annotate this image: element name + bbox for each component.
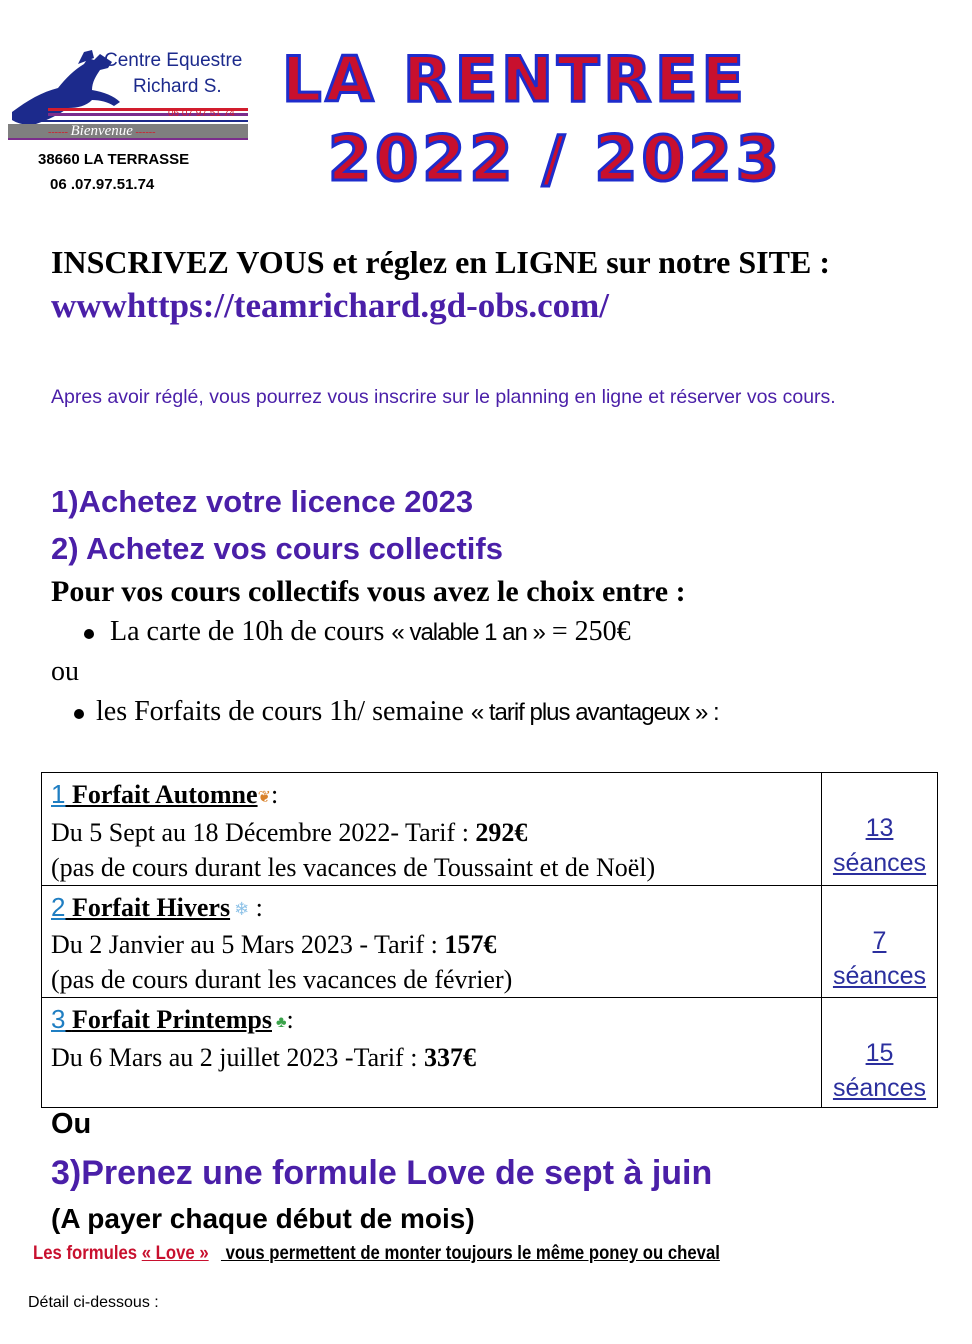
forfait-2-sessions[interactable]: 7 séances [822,885,938,998]
tree-icon: ♣ [275,1013,287,1031]
logo-welcome-text: Bienvenue [70,123,133,139]
option-card-10h-text: La carte de 10h de cours [110,616,392,647]
forfait-3-number[interactable]: 3 [51,1004,66,1035]
title-line2: 2022 / 2023 [328,122,783,195]
forfait-3-price: 337€ [423,1042,476,1072]
bullet-icon [74,709,84,719]
signup-heading: INSCRIVEZ VOUS et réglez en LIGNE sur notre SITE : [51,244,830,280]
bullet-icon [84,629,94,639]
forfait-1-price: 292€ [475,817,528,847]
forfait-1-number[interactable]: 1 [51,779,66,809]
forfait-1-details [42,773,822,886]
forfait-2-dates: Du 2 Janvier au 5 Mars 2023 - Tarif : 157€ [51,930,497,960]
forfait-1-name: Forfait Automne [71,780,258,809]
title-line1: LA RENTREE [282,43,748,116]
forfait-3-details [42,998,822,1108]
detail-below: Détail ci-dessous : [28,1294,159,1311]
forfait-2-price: 157€ [444,930,497,960]
or-separator: ou [51,656,79,687]
site-url-link[interactable]: wwwhttps://teamrichard.gd-obs.com/ [51,286,610,325]
address-phone: 06 .07.97.51.74 [50,176,155,193]
forfait-3-name: Forfait Printemps [71,1005,272,1035]
forfait-1-dates: Du 5 Sept au 18 Décembre 2022- Tarif : 292€ [51,817,528,847]
love-formula-name: « Love » [141,1243,209,1264]
forfait-2-note: (pas de cours durant les vacances de février) [51,965,513,995]
forfait-2-number[interactable]: 2 [51,891,66,922]
love-formula-description: vous permettent de monter toujours le même poney ou cheval [220,1243,720,1264]
forfait-1-note: (pas de cours durant les vacances de Toussaint et de Noël) [51,852,656,882]
forfait-2-name: Forfait Hivers [71,892,231,922]
snowflake-icon: ❄ [234,899,250,920]
logo-name-line2: Richard S. [133,76,222,97]
logo-phone: 06 07 97 51 74 [168,108,235,119]
forfait-3-title: 3 Forfait Printemps ♣: [51,1002,821,1040]
love-formula-prefix: Les formules [33,1243,142,1264]
or-separator-2: Ou [51,1108,92,1140]
option-forfaits-text: les Forfaits de cours 1h/ semaine [96,696,471,727]
forfaits-table [41,772,938,1108]
forfait-1-sessions[interactable]: 13 séances [822,773,938,886]
table-row [42,885,938,998]
leaf-icon: ❦ [257,788,271,806]
step-3-heading: 3)Prenez une formule Love de sept à juin [51,1154,713,1192]
table-row [42,773,938,886]
choice-heading: Pour vos cours collectifs vous avez le choix entre : [51,575,686,608]
forfait-2-title: 2 Forfait Hivers ❄ : [51,890,821,928]
signup-note: Apres avoir réglé, vous pourrez vous inscrire sur le planning en ligne et réserver vos cours. [51,386,836,408]
logo-name-line1: Centre Equestre [104,50,243,71]
logo [8,40,248,150]
option-card-10h [84,616,631,648]
option-forfaits [74,696,719,728]
forfait-1-title: 1 Forfait Automne❦: [51,777,821,815]
step-1-heading: 1)Achetez votre licence 2023 [51,484,474,519]
love-formula-line [33,1243,720,1265]
option-forfaits-advantage: « tarif plus avantageux » : [470,699,719,726]
option-card-10h-validity: « valable 1 an » [391,619,545,646]
table-row [42,998,938,1108]
option-card-10h-price: = 250€ [544,616,631,647]
logo-welcome: ------ Bienvenue ------ [48,123,156,139]
pay-note: (A payer chaque début de mois) [51,1203,475,1234]
address-city: 38660 LA TERRASSE [38,151,190,168]
forfait-2-details [42,885,822,998]
forfait-3-dates: Du 6 Mars au 2 juillet 2023 -Tarif : 337€ [51,1042,476,1072]
step-2-heading: 2) Achetez vos cours collectifs [51,531,503,566]
forfait-3-sessions[interactable]: 15 séances [822,998,938,1108]
